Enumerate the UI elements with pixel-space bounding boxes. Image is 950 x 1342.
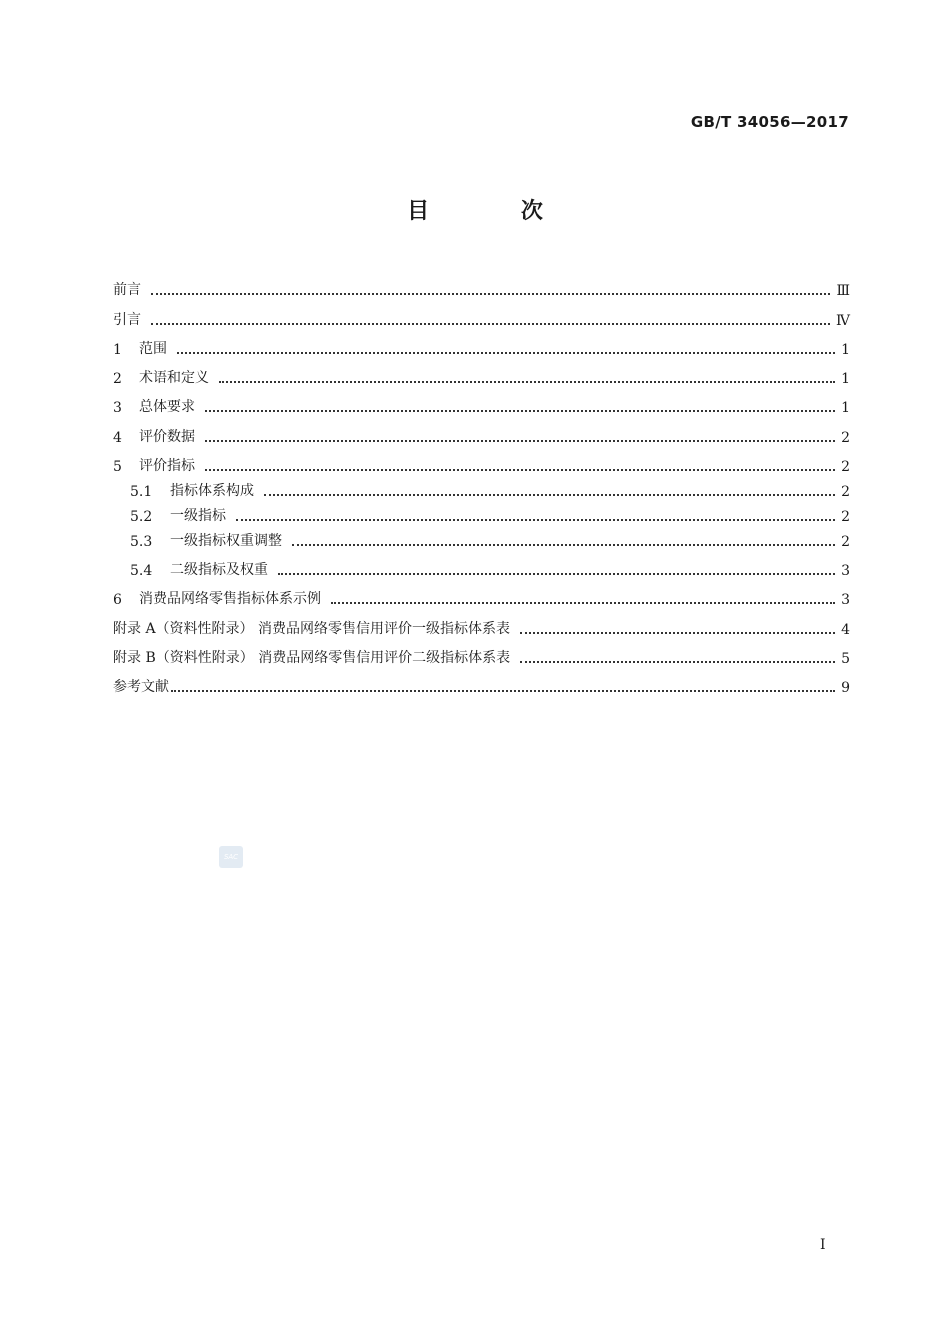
toc-entry-number: 4 xyxy=(113,429,122,446)
toc-entry[interactable] xyxy=(113,525,850,550)
toc-entry-page: 1 xyxy=(841,371,850,388)
toc-entry-page: 1 xyxy=(841,400,850,417)
toc-entry-label: 引言 xyxy=(113,311,141,328)
toc-entry-label: 评价数据 xyxy=(139,428,195,445)
toc-entry[interactable] xyxy=(113,299,850,328)
toc-entry[interactable] xyxy=(113,416,850,445)
toc-entry-label: 附录 A（资料性附录） 消费品网络零售信用评价一级指标体系表 xyxy=(113,620,511,637)
toc-entry-number: 2 xyxy=(113,371,122,388)
toc-dot-leader xyxy=(151,292,830,295)
toc-entry-page: 3 xyxy=(841,563,850,580)
toc-dot-leader xyxy=(331,601,835,604)
toc-dot-leader xyxy=(264,493,835,496)
toc-entry-page: 4 xyxy=(841,621,850,638)
toc-dot-leader xyxy=(205,439,835,442)
toc-dot-leader xyxy=(292,543,835,546)
toc-entry-page: 5 xyxy=(841,650,850,667)
toc-dot-leader xyxy=(151,322,830,325)
toc-entry[interactable] xyxy=(113,638,850,667)
toc-entry-page: 2 xyxy=(841,459,850,476)
toc-entry-page: 1 xyxy=(841,341,850,358)
toc-entry-label: 消费品网络零售指标体系示例 xyxy=(139,591,321,608)
toc-entry-number: 5.4 xyxy=(130,563,153,580)
toc-entry-label: 附录 B（资料性附录） 消费品网络零售信用评价二级指标体系表 xyxy=(113,649,511,666)
toc-entry-page: Ⅲ xyxy=(836,283,850,300)
toc-entry-number: 1 xyxy=(113,341,122,358)
standard-code: GB/T 34056—2017 xyxy=(690,113,849,131)
toc-entry[interactable] xyxy=(113,358,850,387)
toc-entry-number: 3 xyxy=(113,400,122,417)
toc-entry-label: 范围 xyxy=(139,340,167,357)
toc-entry[interactable] xyxy=(113,270,850,299)
toc-dot-leader xyxy=(520,631,835,634)
toc-dot-leader xyxy=(278,572,835,575)
toc-dot-leader xyxy=(205,468,835,471)
toc-dot-leader xyxy=(177,351,835,354)
table-of-contents xyxy=(113,270,850,696)
toc-entry-number: 5.3 xyxy=(130,534,153,551)
toc-entry-label: 一级指标权重调整 xyxy=(170,533,282,550)
toc-dot-leader xyxy=(520,660,835,663)
toc-entry-page: 2 xyxy=(841,534,850,551)
toc-entry-label: 一级指标 xyxy=(170,508,226,525)
toc-entry-page: 2 xyxy=(841,509,850,526)
toc-entry-number: 6 xyxy=(113,592,122,609)
toc-entry-label: 二级指标及权重 xyxy=(170,562,268,579)
page-number: I xyxy=(820,1237,826,1253)
toc-entry-page: 3 xyxy=(841,592,850,609)
toc-entry[interactable] xyxy=(113,475,850,500)
toc-entry-label: 评价指标 xyxy=(139,458,195,475)
toc-entry-number: 5.1 xyxy=(130,484,153,501)
toc-entry-label: 术语和定义 xyxy=(139,370,209,387)
page-title: 目 次 xyxy=(407,199,585,224)
toc-dot-leader xyxy=(171,689,835,692)
toc-entry-label: 前言 xyxy=(113,282,141,299)
toc-entry[interactable] xyxy=(113,329,850,358)
toc-entry-label: 指标体系构成 xyxy=(170,483,254,500)
toc-entry-page: 2 xyxy=(841,429,850,446)
toc-entry-page: 2 xyxy=(841,484,850,501)
toc-entry[interactable] xyxy=(113,446,850,475)
toc-entry[interactable] xyxy=(113,667,850,696)
toc-entry-label: 总体要求 xyxy=(139,399,195,416)
toc-entry-number: 5 xyxy=(113,459,122,476)
watermark-logo-icon xyxy=(219,846,243,868)
toc-entry-page: 9 xyxy=(841,680,850,697)
toc-entry-label: 参考文献 xyxy=(113,679,169,696)
toc-dot-leader xyxy=(205,409,835,412)
watermark-text: SAC xyxy=(223,853,239,861)
toc-dot-leader xyxy=(236,518,835,521)
toc-entry-number: 5.2 xyxy=(130,509,153,526)
toc-dot-leader xyxy=(219,380,835,383)
toc-entry[interactable] xyxy=(113,387,850,416)
toc-entry[interactable] xyxy=(113,579,850,608)
toc-entry-page: Ⅳ xyxy=(836,312,850,329)
toc-entry[interactable] xyxy=(113,608,850,637)
toc-entry[interactable] xyxy=(113,550,850,579)
toc-entry[interactable] xyxy=(113,500,850,525)
